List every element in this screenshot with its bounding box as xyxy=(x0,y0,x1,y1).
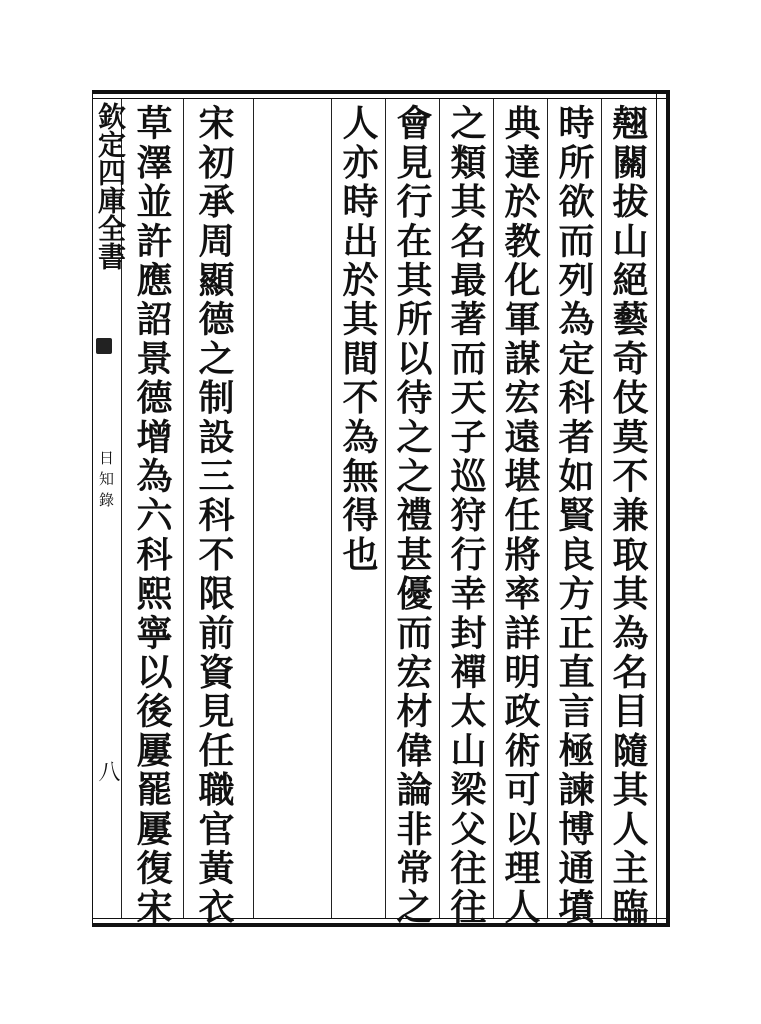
text-column-2: 時所欲而列為定科者如賢良方正直言極諫博通墳 xyxy=(553,104,595,928)
text-column-4: 之類其名最著而天子巡狩行幸封禪太山梁父往往 xyxy=(445,104,487,928)
column-rule xyxy=(253,99,254,918)
column-rule xyxy=(601,99,602,918)
text-column-5: 會見行在其所以待之之禮甚優而宏材偉論非常之 xyxy=(391,104,433,928)
column-rule xyxy=(385,99,386,918)
frame-right-border xyxy=(656,90,670,927)
text-column-7: 宋初承周顯德之制設三科不限前資見任職官黃衣 xyxy=(193,104,235,928)
text-column-1: 翹關拔山絕藝奇伎莫不兼取其為名目隨其人主臨 xyxy=(607,104,649,928)
column-rule xyxy=(183,99,184,918)
frame-top-border xyxy=(92,90,670,99)
column-rule xyxy=(439,99,440,918)
page-number: 八 xyxy=(95,760,120,782)
book-title: 欽定四庫全書 xyxy=(94,102,127,270)
volume-title: 日知錄 xyxy=(97,450,115,513)
text-column-8: 草澤並許應詔景德增為六科熙寧以後屢罷屢復宋 xyxy=(131,104,173,928)
text-column-3: 典達於教化軍謀宏遠堪任將率詳明政術可以理人 xyxy=(499,104,541,928)
fishtail-mark-icon xyxy=(96,338,112,354)
column-rule xyxy=(547,99,548,918)
text-column-6: 人亦時出於其間不為無得也 xyxy=(337,104,379,575)
column-rule xyxy=(493,99,494,918)
column-rule xyxy=(331,99,332,918)
